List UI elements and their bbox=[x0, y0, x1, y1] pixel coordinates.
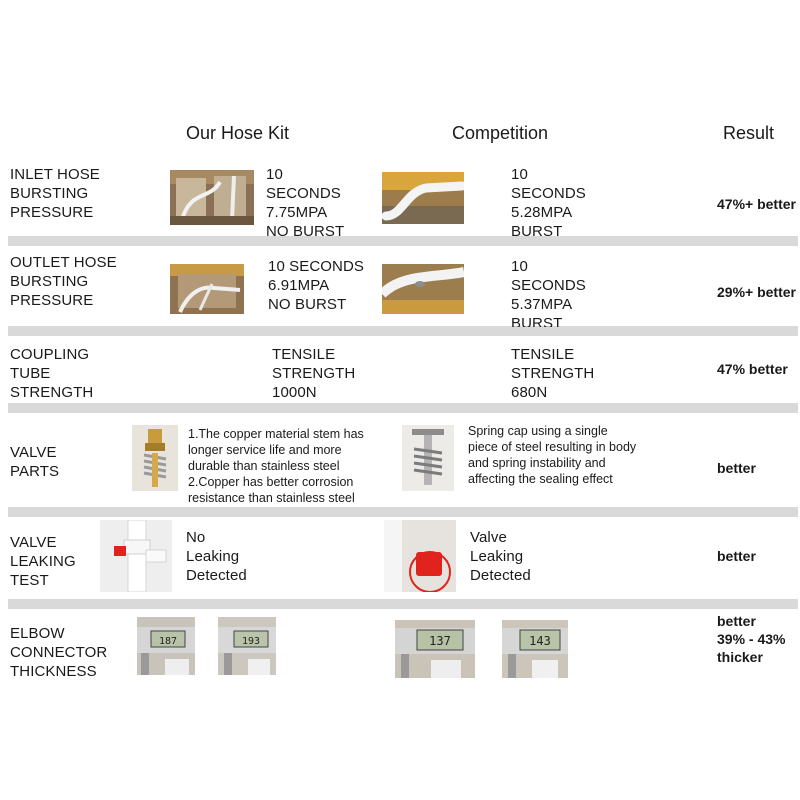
caliper-reading: 193 bbox=[241, 636, 261, 647]
competition-outlet-hose-photo bbox=[382, 264, 464, 314]
competition-inlet-result: 10 SECONDS 5.28MPA BURST bbox=[511, 166, 586, 240]
row-label-outlet-hose: OUTLET HOSE BURSTING PRESSURE bbox=[10, 254, 117, 309]
ours-outlet-result: 10 SECONDS 6.91MPA NO BURST bbox=[268, 258, 365, 313]
steel-spring-cap-photo bbox=[402, 425, 454, 491]
caliper-photo bbox=[395, 620, 475, 678]
row-separator bbox=[8, 403, 798, 413]
competition-outlet-result: 10 SECONDS 5.37MPA BURST bbox=[511, 258, 586, 327]
caliper-reading: 187 bbox=[158, 636, 178, 647]
row-separator bbox=[8, 236, 798, 246]
row-separator bbox=[8, 599, 798, 609]
result-coupling: 47% better bbox=[717, 361, 788, 377]
header-our-hose-kit: Our Hose Kit bbox=[186, 123, 290, 143]
competition-coupling-result: TENSILE STRENGTH 680N bbox=[511, 346, 595, 401]
competition-inlet-hose-photo bbox=[382, 172, 464, 224]
result-valve-leaking: better bbox=[717, 548, 756, 564]
row-separator bbox=[8, 507, 798, 517]
outlet-hose-test-photo bbox=[170, 264, 244, 314]
row-label-valve-leaking: VALVE LEAKING TEST bbox=[10, 534, 76, 589]
header-competition: Competition bbox=[452, 123, 549, 143]
competition-leak-result: Valve Leaking Detected bbox=[470, 529, 531, 584]
row-label-elbow-connector: ELBOW CONNECTOR THICKNESS bbox=[10, 625, 108, 680]
copper-valve-stem-photo bbox=[132, 425, 178, 491]
caliper-reading: 137 bbox=[429, 634, 451, 648]
no-leak-valve-photo bbox=[100, 520, 172, 592]
ours-leak-result: No Leaking Detected bbox=[186, 529, 247, 584]
row-label-coupling-tube: COUPLING TUBE STRENGTH bbox=[10, 346, 94, 401]
caliper-photo bbox=[137, 617, 195, 675]
header-result: Result bbox=[723, 123, 775, 143]
caliper-photo bbox=[218, 617, 276, 675]
leaking-valve-photo bbox=[384, 520, 456, 592]
result-inlet: 47%+ better bbox=[717, 196, 796, 212]
result-outlet: 29%+ better bbox=[717, 284, 796, 300]
caliper-photo bbox=[502, 620, 568, 678]
row-label-valve-parts: VALVE PARTS bbox=[10, 444, 60, 480]
ours-coupling-result: TENSILE STRENGTH 1000N bbox=[272, 346, 356, 401]
row-label-inlet-hose: INLET HOSE BURSTING PRESSURE bbox=[10, 166, 100, 221]
inlet-hose-test-photo bbox=[170, 170, 254, 225]
caliper-reading: 143 bbox=[529, 634, 551, 648]
result-valve-parts: better bbox=[717, 460, 756, 476]
competition-valve-description: Spring cap using a single piece of steel resulting in body and spring instability and affecting the sealing effect bbox=[468, 424, 637, 486]
ours-inlet-result: 10 SECONDS 7.75MPA NO BURST bbox=[266, 166, 345, 240]
result-elbow-connector: better 39% - 43% thicker bbox=[717, 613, 786, 665]
ours-valve-description: 1.The copper material stem has longer service life and more durable than stainless steel 2.Copper has better corrosion resistance than stainless steel bbox=[188, 427, 364, 505]
row-separator bbox=[8, 326, 798, 336]
